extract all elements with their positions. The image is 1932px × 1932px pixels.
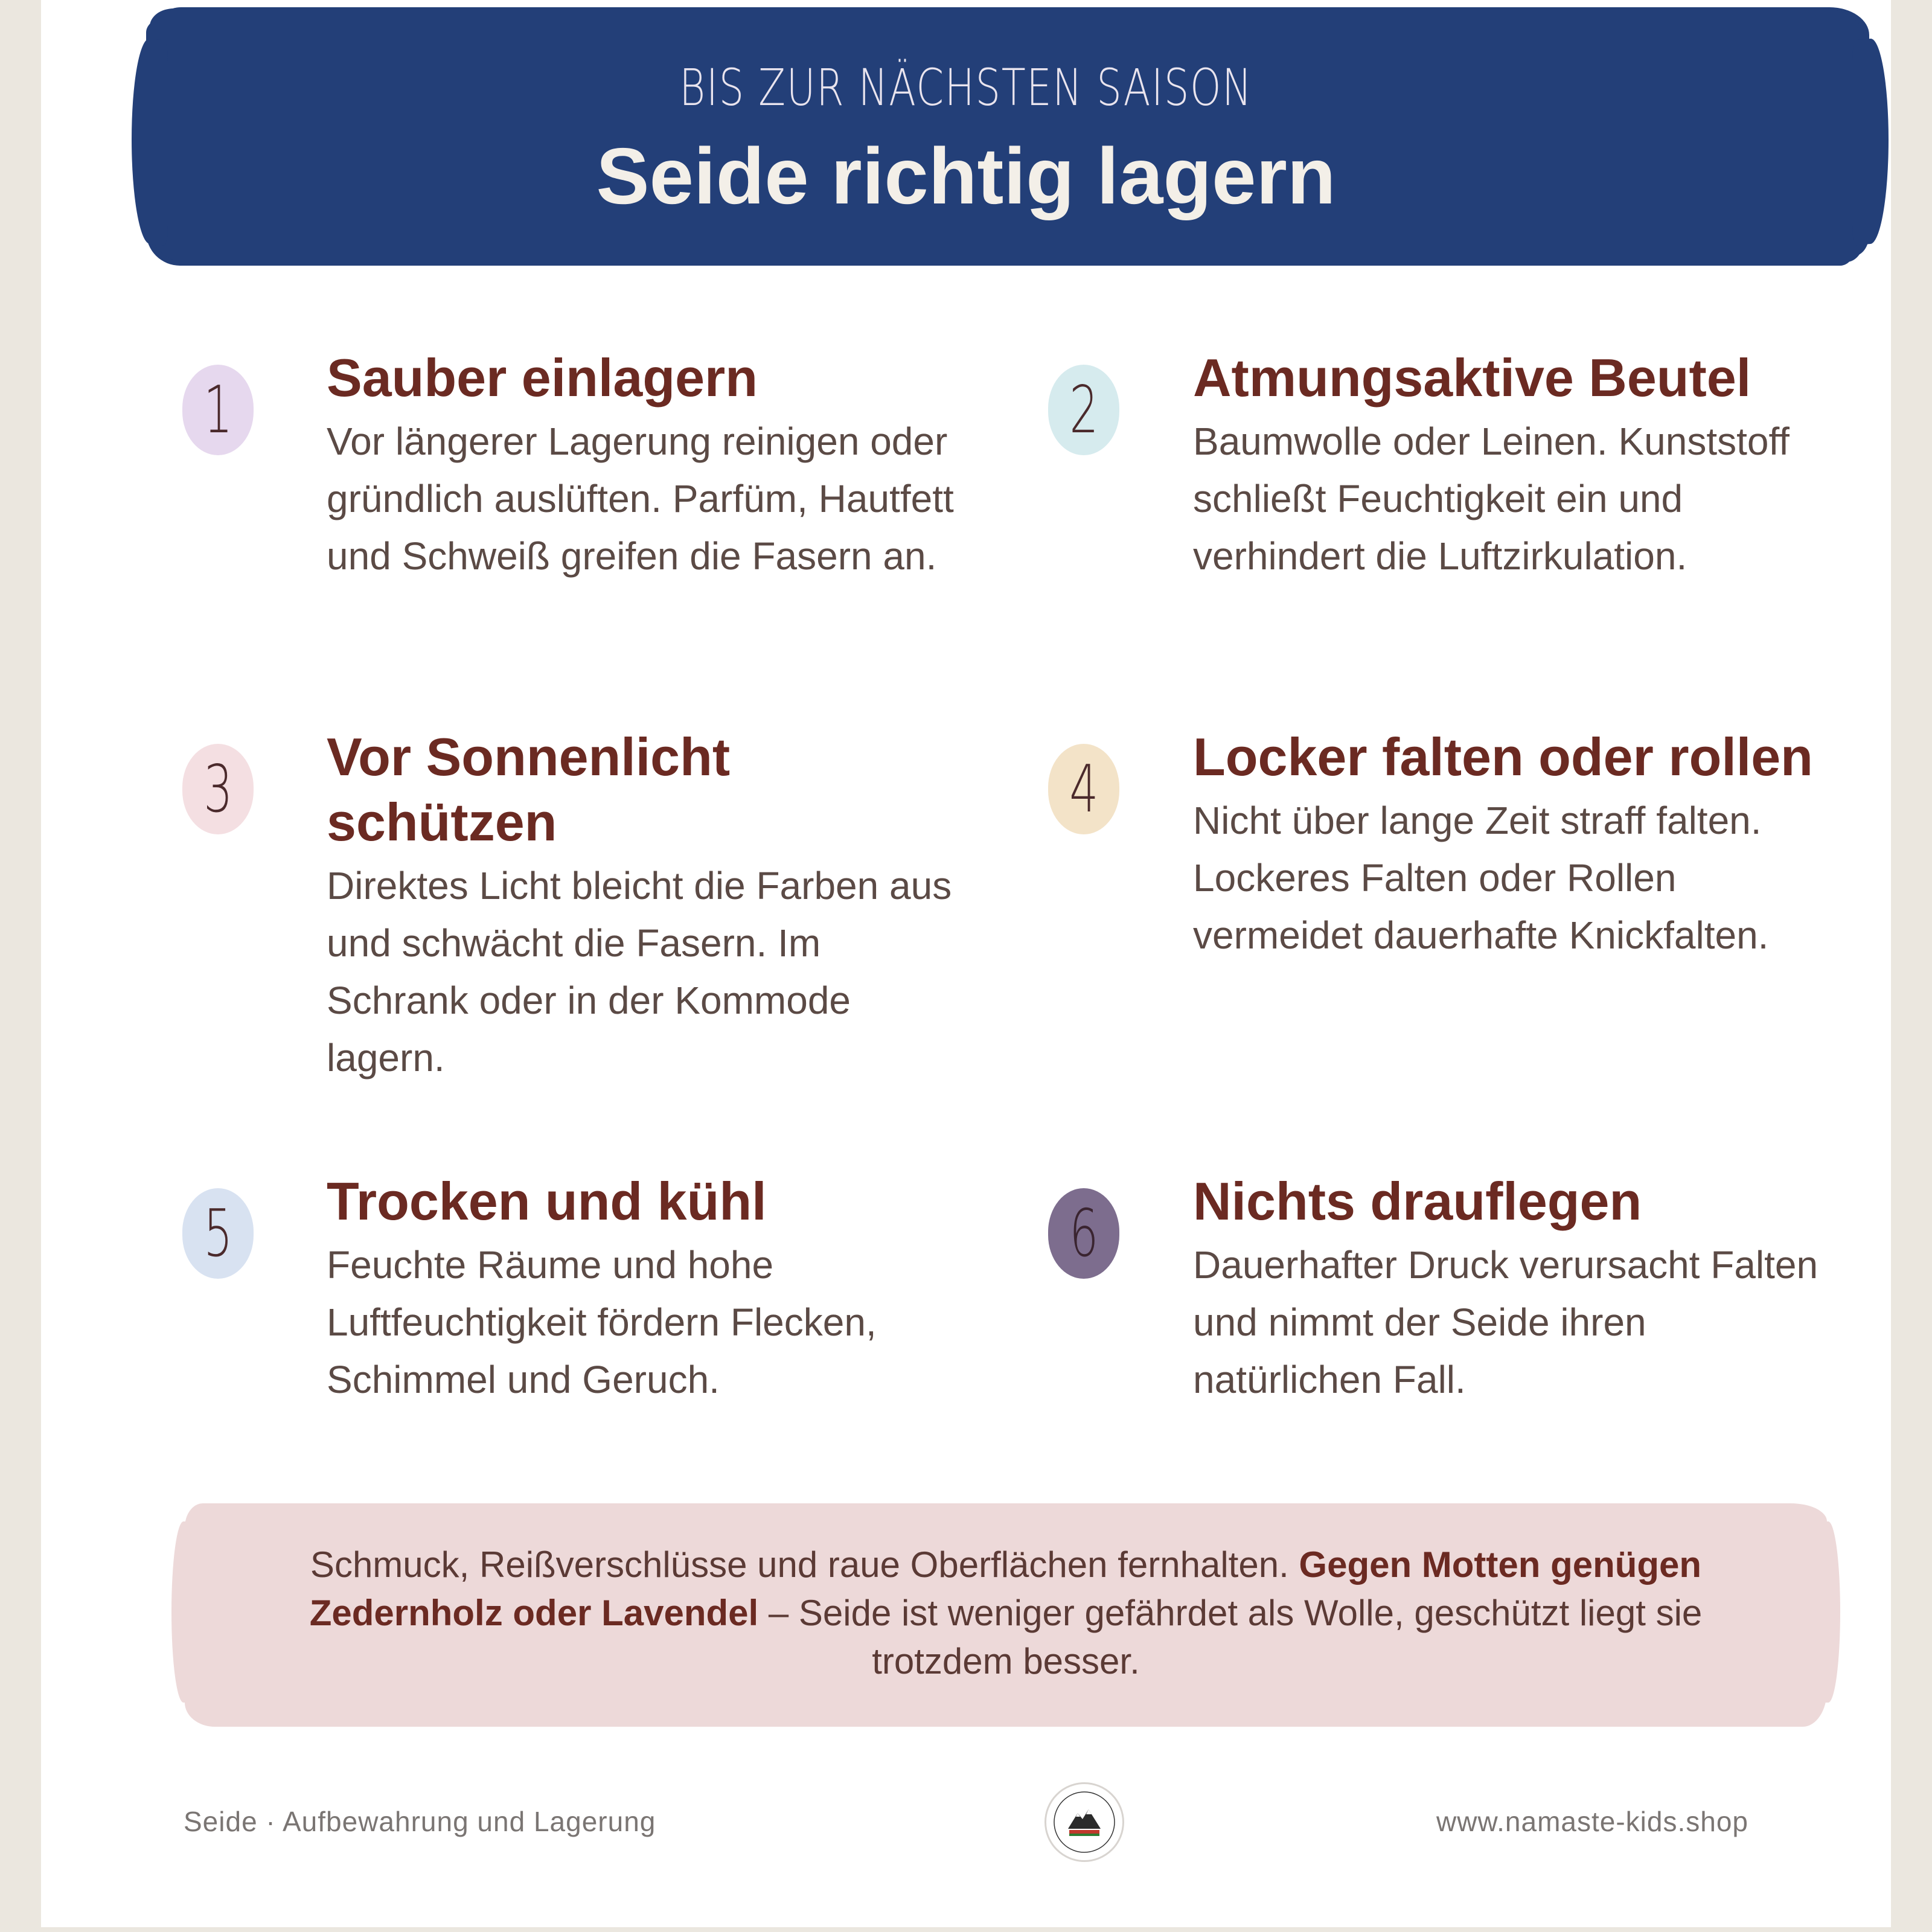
tip-text: Direktes Licht bleicht die Farben aus und schwächt die Fasern. Im Schrank oder in der Kommode lagern. [327, 864, 952, 1080]
note-text-bold: Gegen Motten genügen Zedernholz oder Lavendel [309, 1544, 1702, 1633]
footer-caption: Seide · Aufbewahrung und Lagerung [184, 1806, 656, 1837]
website-url: www.namaste-kids.shop [1436, 1806, 1748, 1837]
tip-text: Baumwolle oder Leinen. Kunststoff schließt Feuchtigkeit ein und verhindert die Luftzirkulation. [1193, 420, 1790, 578]
number-badge-3 [182, 744, 254, 834]
tip-text: Dauerhafter Druck verursacht Falten und nimmt der Seide ihren natürlichen Fall. [1193, 1243, 1818, 1401]
tip-text: Feuchte Räume und hohe Luftfeuchtigkeit fördern Flecken, Schimmel und Geruch. [327, 1243, 877, 1401]
tip-text: Vor längerer Lagerung reinigen oder gründlich auslüften. Parfüm, Hautfett und Schweiß greifen die Fasern an. [327, 420, 954, 578]
note-text [275, 1541, 1736, 1686]
infographic-card [41, 0, 1891, 1927]
note-brush-edge-left [171, 1521, 196, 1703]
tip-4 [1193, 724, 1821, 964]
tip-title: Atmungsaktive Beutel [1193, 348, 1751, 408]
note-panel [185, 1503, 1827, 1727]
note-text-part-1: Schmuck, Reißverschlüsse und raue Oberflächen fernhalten. [310, 1544, 1299, 1585]
tip-text: Nicht über lange Zeit straff falten. Lockeres Falten oder Rollen vermeidet dauerhafte Knickfalten. [1193, 799, 1769, 957]
tip-title: Locker falten oder rollen [1193, 727, 1813, 787]
tip-3 [327, 724, 955, 1087]
badge-number: 1 [203, 372, 233, 448]
tip-5 [327, 1169, 955, 1409]
badge-number: 3 [203, 751, 233, 827]
namaste-kids-logo-icon [1051, 1789, 1118, 1855]
tip-6 [1193, 1169, 1821, 1409]
badge-number: 4 [1069, 751, 1099, 827]
tip-1 [327, 345, 955, 585]
note-brush-edge-right [1816, 1521, 1840, 1703]
page-title: Seide richtig lagern [596, 132, 1336, 220]
badge-number: 5 [203, 1195, 233, 1271]
number-badge-1 [182, 365, 254, 455]
badge-number: 6 [1069, 1195, 1099, 1271]
number-badge-5 [182, 1188, 254, 1279]
tip-2 [1193, 345, 1821, 585]
header-kicker: BIS ZUR NÄCHSTEN SAISON [679, 58, 1253, 117]
badge-number: 2 [1069, 372, 1099, 448]
tip-title: Nichts drauflegen [1193, 1171, 1642, 1231]
number-badge-2 [1048, 365, 1119, 455]
number-badge-4 [1048, 744, 1119, 834]
note-text-part-2: – Seide ist weniger gefährdet als Wolle, geschützt liegt sie trotzdem besser. [758, 1593, 1703, 1681]
tip-title: Trocken und kühl [327, 1171, 767, 1231]
number-badge-6 [1048, 1188, 1119, 1279]
tip-title: Sauber einlagern [327, 348, 758, 408]
tip-title: Vor Sonnenlicht schützen [327, 727, 731, 852]
brand-logo [1044, 1782, 1124, 1862]
